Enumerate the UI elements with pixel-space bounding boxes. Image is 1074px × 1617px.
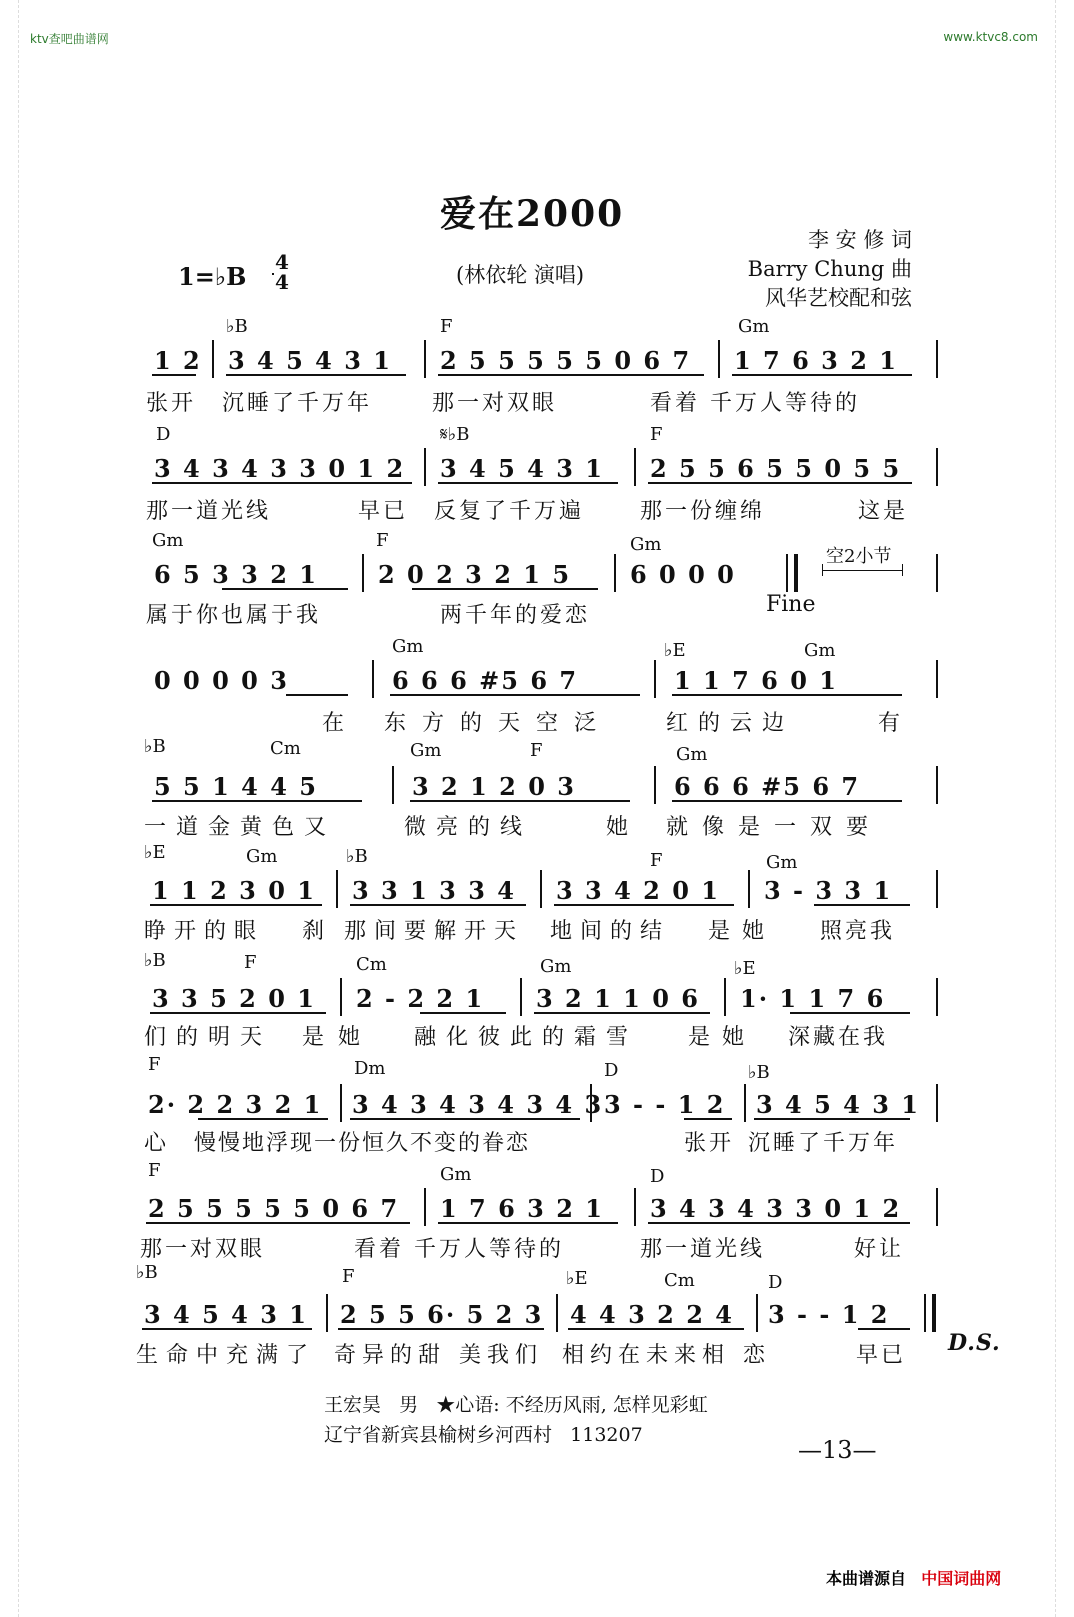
key-signature: 1=♭B xyxy=(178,262,247,291)
notes-measure: 0 0 0 0 3 xyxy=(154,666,289,695)
notes-measure: 3 3 5 2 0 1 xyxy=(152,984,316,1013)
notes-measure: 3 4 3 4 3 4 3 4 3 xyxy=(352,1090,604,1119)
barline xyxy=(340,978,342,1016)
dal-segno-marker: D.S. xyxy=(948,1330,1001,1356)
barline xyxy=(634,448,636,486)
notes-measure: 2· 2 2 3 2 1 xyxy=(148,1090,323,1119)
chord: D xyxy=(768,1272,783,1293)
notes-measure: 1 7 6 3 2 1 xyxy=(734,346,898,375)
notes-measure: 6 0 0 0 xyxy=(630,560,736,589)
lyric: 慢慢地浮现一份恒久不变的眷恋 xyxy=(194,1131,531,1156)
chord: F xyxy=(440,316,453,337)
lyricist-credit: 李 安 修 词 xyxy=(807,228,912,252)
notes-measure: 1 1 2 3 0 1 xyxy=(152,876,316,905)
time-signature xyxy=(272,252,292,292)
chord: Gm xyxy=(804,640,836,661)
barline xyxy=(540,870,542,908)
rest-box-label: 空2小节 xyxy=(826,546,892,567)
lyric: 深藏在我 xyxy=(788,1025,889,1050)
lyric: 那一对双眼 xyxy=(140,1237,266,1262)
chord: F xyxy=(148,1160,161,1181)
lyric: 东方的天空泛 xyxy=(384,711,613,736)
chord: Gm xyxy=(152,530,184,551)
chord: Gm xyxy=(676,744,708,765)
barline xyxy=(520,978,522,1016)
barline xyxy=(556,1294,558,1332)
source-site: 中国词曲网 xyxy=(921,1569,1002,1588)
contributor-name: 王宏昊 xyxy=(324,1394,382,1416)
chord: Cm xyxy=(270,738,301,759)
contributor-line xyxy=(324,1390,708,1417)
lyric: 生命中充满了 xyxy=(136,1343,317,1368)
chord: D xyxy=(650,1166,665,1187)
lyric: 照亮我 xyxy=(820,919,896,944)
right-margin-strip xyxy=(1055,0,1074,1617)
singer-credit: (林依轮 演唱) xyxy=(456,263,585,287)
chord: ♭E xyxy=(144,842,166,863)
chord: F xyxy=(342,1266,355,1287)
chord: D xyxy=(604,1060,619,1081)
arranger-credit: 风华艺校配和弦 xyxy=(765,286,912,310)
source-label: 本曲谱源自 xyxy=(826,1569,907,1588)
barline xyxy=(936,340,938,378)
notes-measure: 2 5 5 6 5 5 0 5 5 xyxy=(650,454,902,483)
barline xyxy=(936,448,938,486)
notes-measure: 2 5 5 5 5 5 0 6 7 xyxy=(440,346,692,375)
lyric: 那一道光线 xyxy=(146,499,272,524)
notes-measure: 3 4 3 4 3 3 0 1 2 xyxy=(650,1194,902,1223)
chord: ♭B xyxy=(144,950,166,971)
chord: ♭E xyxy=(734,958,756,979)
notes-measure: 1· 1 1 7 6 xyxy=(740,984,886,1013)
chord: D xyxy=(156,424,171,445)
barline xyxy=(936,554,938,592)
watermark-right: www.ktvc8.com xyxy=(943,30,1038,44)
barline xyxy=(748,870,750,908)
chord: Cm xyxy=(356,954,387,975)
chord: F xyxy=(530,740,543,761)
notes-measure: 6 6 6 #5 6 7 xyxy=(392,666,579,695)
barline xyxy=(424,340,426,378)
contributor-motto: ★心语: 不经历风雨, 怎样见彩虹 xyxy=(436,1394,708,1416)
watermark-left: ktv查吧曲谱网 xyxy=(30,32,109,46)
lyric: 们的明天 xyxy=(144,1025,273,1050)
lyric: 相约在未来相 恋 xyxy=(562,1343,771,1368)
notes-measure: 3 3 4 2 0 1 xyxy=(556,876,720,905)
chord: Gm xyxy=(766,852,798,873)
chord: F xyxy=(376,530,389,551)
lyric: 张开 xyxy=(146,391,197,416)
notes-measure: 1 2 xyxy=(154,346,202,375)
barline xyxy=(634,1188,636,1226)
lyric: 那一对双眼 xyxy=(432,391,558,416)
barline xyxy=(614,554,616,592)
page-number: —13— xyxy=(798,1436,877,1464)
lyric: 是她 xyxy=(688,1025,757,1050)
time-denominator: 4 xyxy=(275,270,289,294)
notes-measure: 3 - - 1 2 xyxy=(768,1300,890,1329)
chord: ♭E xyxy=(664,640,686,661)
barline xyxy=(936,660,938,698)
chord: Cm xyxy=(664,1270,695,1291)
chord: F xyxy=(650,424,663,445)
final-double-barline xyxy=(924,1294,936,1332)
chord: ♭B xyxy=(748,1062,770,1083)
lyric: 在 xyxy=(322,711,348,736)
chord: ♭B xyxy=(346,846,368,867)
lyric: 早已 xyxy=(358,499,409,524)
notes-measure: 4 4 3 2 2 4 xyxy=(570,1300,734,1329)
contributor-address-line xyxy=(324,1420,643,1447)
barline xyxy=(718,340,720,378)
lyric: 是她 xyxy=(708,919,777,944)
notes-measure: 3 4 3 4 3 3 0 1 2 xyxy=(154,454,406,483)
barline xyxy=(936,1084,938,1122)
barline xyxy=(936,766,938,804)
lyric: 那间要解开天 xyxy=(344,919,525,944)
notes-measure: 3 4 5 4 3 1 xyxy=(228,346,392,375)
lyric: 反复了千万遍 xyxy=(434,499,585,524)
chord: ♭E xyxy=(566,1268,588,1289)
chord: ♭B xyxy=(136,1262,158,1283)
lyric: 心 xyxy=(144,1131,170,1156)
song-title: 爱在2000 xyxy=(440,193,625,235)
lyric: 睁开的眼 xyxy=(144,919,265,944)
barline xyxy=(936,1188,938,1226)
chord: F xyxy=(650,850,663,871)
lyric: 看着 千万人等待的 xyxy=(354,1237,564,1262)
lyric: 张开 xyxy=(684,1131,735,1156)
barline xyxy=(212,340,214,378)
notes-measure: 2 0 2 3 2 1 5 xyxy=(378,560,572,589)
composer-credit: Barry Chung 曲 xyxy=(747,257,912,281)
lyric: 那一份缠绵 xyxy=(640,499,766,524)
contributor-address: 辽宁省新宾县榆树乡河西村 xyxy=(324,1424,553,1446)
lyric: 奇异的甜 美我们 xyxy=(334,1343,543,1368)
notes-measure: 1 1 7 6 0 1 xyxy=(674,666,838,695)
barline xyxy=(340,1084,342,1122)
barline xyxy=(590,1084,592,1122)
chord: Gm xyxy=(392,636,424,657)
barline xyxy=(744,1084,746,1122)
chord: 𝄋♭B xyxy=(440,424,470,445)
barline xyxy=(654,766,656,804)
barline xyxy=(724,978,726,1016)
barline xyxy=(936,978,938,1016)
notes-measure: 6 6 6 #5 6 7 xyxy=(674,772,861,801)
notes-measure: 3 - 3 3 1 xyxy=(764,876,893,905)
barline xyxy=(326,1294,328,1332)
contributor-gender: 男 xyxy=(399,1394,419,1416)
chord: ♭B xyxy=(144,736,166,757)
notes-measure: 3 3 1 3 3 4 xyxy=(352,876,516,905)
barline xyxy=(362,554,364,592)
lyric: 刹 xyxy=(302,919,328,944)
notes-measure: 6 5 3 3 2 1 xyxy=(154,560,318,589)
lyric: 红的云边 xyxy=(666,711,795,736)
lyric: 沉睡了千万年 xyxy=(748,1131,899,1156)
lyric: 有 xyxy=(878,711,904,736)
notes-measure: 3 4 5 4 3 1 xyxy=(144,1300,308,1329)
chord: Dm xyxy=(354,1058,386,1079)
barline xyxy=(756,1294,758,1332)
notes-measure: 1 7 6 3 2 1 xyxy=(440,1194,604,1223)
notes-measure: 5 5 1 4 4 5 xyxy=(154,772,318,801)
left-margin-strip xyxy=(0,0,19,1617)
notes-measure: 2 5 5 5 5 5 0 6 7 xyxy=(148,1194,400,1223)
lyric: 微亮的线 xyxy=(404,815,533,840)
chord: Gm xyxy=(540,956,572,977)
lyric: 看着 千万人等待的 xyxy=(650,391,860,416)
barline xyxy=(424,448,426,486)
notes-measure: 3 - - 1 2 xyxy=(604,1090,726,1119)
barline xyxy=(372,660,374,698)
chord: Gm xyxy=(410,740,442,761)
lyric: 属于你也属于我 xyxy=(146,603,322,628)
fine-marker: Fine xyxy=(766,592,816,617)
lyric: 她 xyxy=(606,815,632,840)
contributor-zip: 113207 xyxy=(570,1424,643,1446)
notes-measure: 3 2 1 1 0 6 xyxy=(536,984,700,1013)
lyric: 两千年的爱恋 xyxy=(440,603,591,628)
chord: Gm xyxy=(738,316,770,337)
chord: F xyxy=(244,952,257,973)
lyric: 沉睡了千万年 xyxy=(222,391,373,416)
lyric: 早已 xyxy=(856,1343,907,1368)
chord: Gm xyxy=(440,1164,472,1185)
barline xyxy=(936,870,938,908)
barline xyxy=(392,766,394,804)
notes-measure: 3 4 5 4 3 1 xyxy=(756,1090,920,1119)
chord: Gm xyxy=(630,534,662,555)
barline xyxy=(424,1188,426,1226)
lyric: 地间的结 xyxy=(550,919,671,944)
notes-measure: 2 - 2 2 1 xyxy=(356,984,485,1013)
lyric: 融化彼此的霜雪 xyxy=(414,1025,639,1050)
notes-measure: 3 4 5 4 3 1 xyxy=(440,454,604,483)
barline xyxy=(654,660,656,698)
lyric: 一道金黄色又 xyxy=(144,815,337,840)
fine-double-barline xyxy=(786,554,798,592)
source-credit xyxy=(826,1566,1001,1589)
time-numerator: 4 xyxy=(275,250,289,274)
lyric: 就像是一双要 xyxy=(666,815,883,840)
lyric: 这是 xyxy=(858,499,909,524)
notes-measure: 2 5 5 6· 5 2 3 xyxy=(340,1300,544,1329)
notes-measure: 3 2 1 2 0 3 xyxy=(412,772,576,801)
barline xyxy=(336,870,338,908)
chord: F xyxy=(148,1054,161,1075)
lyric: 那一道光线 xyxy=(640,1237,766,1262)
chord: ♭B xyxy=(226,316,248,337)
chord: Gm xyxy=(246,846,278,867)
lyric: 是她 xyxy=(302,1025,375,1050)
lyric: 好让 xyxy=(854,1237,905,1262)
